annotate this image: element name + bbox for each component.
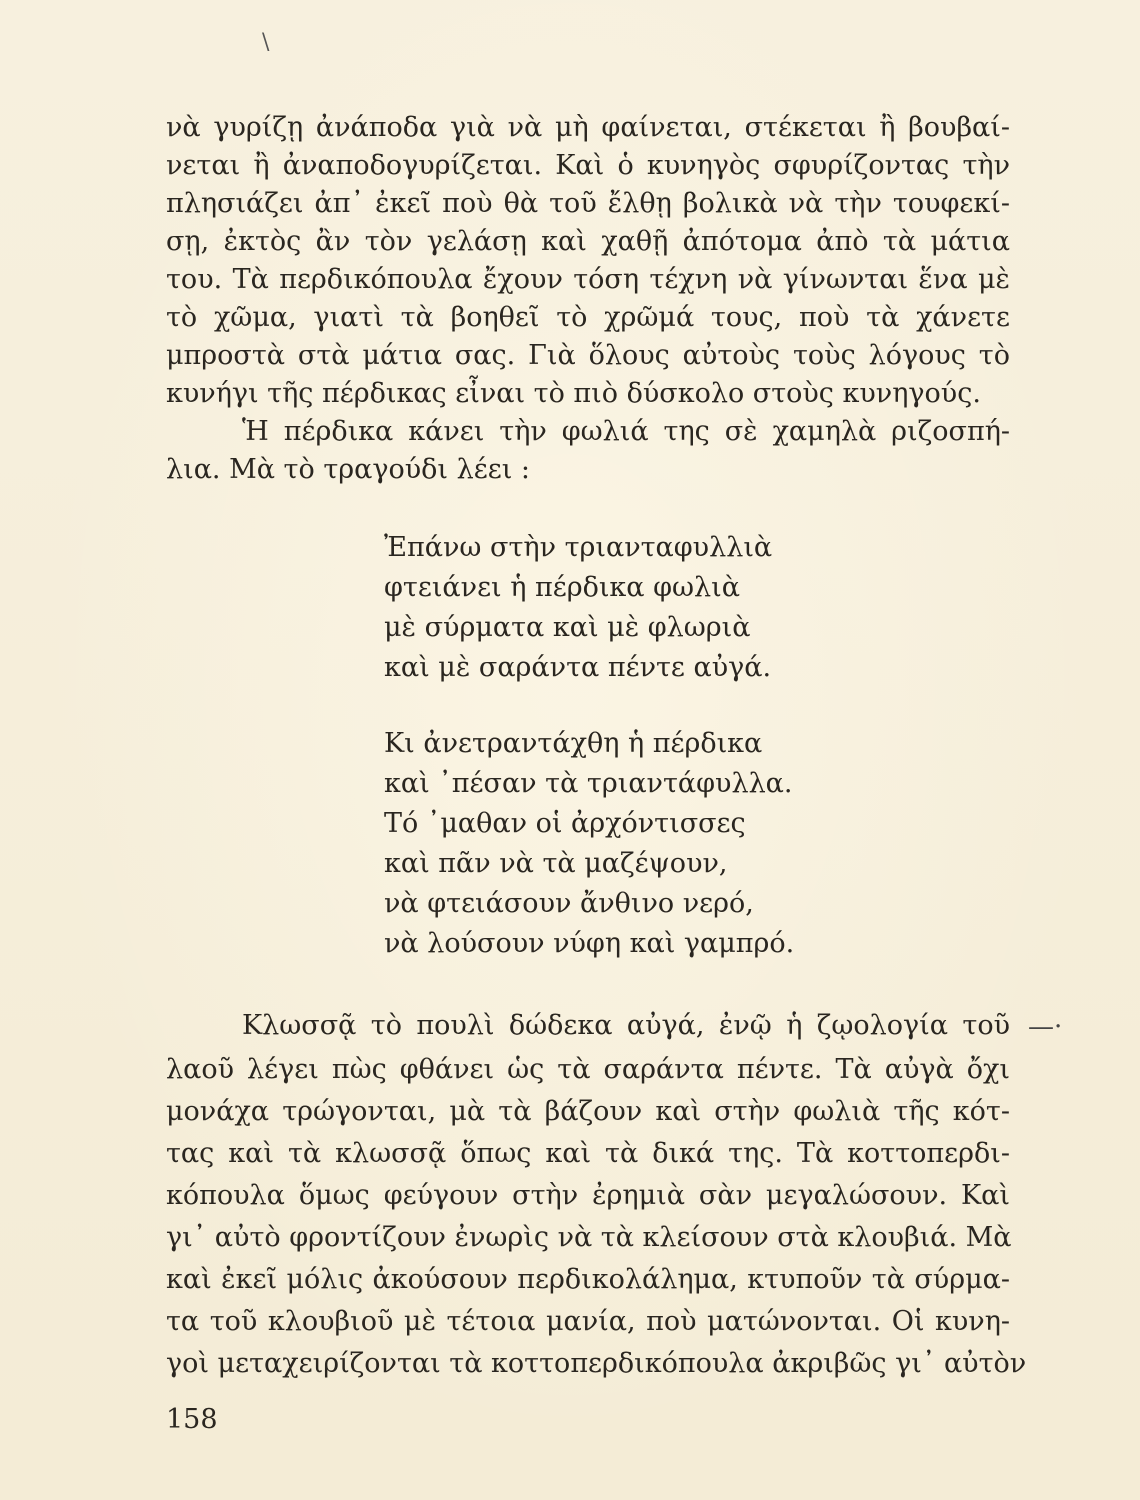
- text-line: Ἡ πέρδικα κάνει τὴν φωλιά της σὲ χαμηλὰ ριζοσπή-: [242, 416, 1010, 447]
- page-number: 158: [166, 1404, 218, 1435]
- text-line: του. Τὰ περδικόπουλα ἔχουν τόση τέχνη νὰ γίνωνται ἕνα μὲ: [166, 264, 1010, 295]
- verse-line: νὰ φτειάσουν ἄνθινο νερό,: [384, 888, 754, 919]
- text-line: σῃ, ἐκτὸς ἂν τὸν γελάσῃ καὶ χαθῇ ἀπότομα ἀπὸ τὰ μάτια: [166, 226, 1010, 257]
- text-line: τας καὶ τὰ κλωσσᾷ ὅπως καὶ τὰ δικά της. Τὰ κοττοπερδι-: [166, 1138, 1010, 1169]
- verse-line: καὶ ᾽πέσαν τὰ τριαντάφυλλα.: [384, 768, 793, 799]
- text-line: λαοῦ λέγει πὼς φθάνει ὡς τὰ σαράντα πέντε. Τὰ αὐγὰ ὄχι: [166, 1054, 1010, 1085]
- text-line: νεται ἢ ἀναποδογυρίζεται. Καὶ ὁ κυνηγὸς σφυρίζοντας τὴν: [166, 150, 1010, 181]
- text-line: νὰ γυρίζῃ ἀνάποδα γιὰ νὰ μὴ φαίνεται, στέκεται ἢ βουβαί-: [166, 112, 1010, 143]
- text-line: μπροστὰ στὰ μάτια σας. Γιὰ ὅλους αὐτοὺς τοὺς λόγους τὸ: [166, 340, 1010, 371]
- margin-mark: —·: [1028, 1012, 1063, 1042]
- text-line: Κλωσσᾷ τὸ πουλὶ δώδεκα αὐγά, ἐνῷ ἡ ζῳολογία τοῦ: [242, 1010, 1010, 1041]
- verse-line: φτειάνει ἡ πέρδικα φωλιὰ: [384, 572, 740, 603]
- text-line: κυνήγι τῆς πέρδικας εἶναι τὸ πιὸ δύσκολο στοὺς κυνηγούς.: [166, 378, 981, 409]
- verse-line: Τό ᾽μαθαν οἱ ἀρχόντισσες: [384, 808, 746, 839]
- text-line: τὸ χῶμα, γιατὶ τὰ βοηθεῖ τὸ χρῶμά τους, ποὺ τὰ χάνετε: [166, 302, 1010, 333]
- text-line: γοὶ μεταχειρίζονται τὰ κοττοπερδικόπουλα ἀκριβῶς γι᾿ αὐτὸν: [166, 1348, 1027, 1379]
- text-line: μονάχα τρώγονται, μὰ τὰ βάζουν καὶ στὴν φωλιὰ τῆς κότ-: [166, 1096, 1010, 1127]
- verse-line: καὶ πᾶν νὰ τὰ μαζέψουν,: [384, 848, 728, 879]
- text-line: πλησιάζει ἀπ᾿ ἐκεῖ ποὺ θὰ τοῦ ἔλθῃ βολικὰ νὰ τὴν τουφεκί-: [166, 188, 1010, 219]
- verse-line: νὰ λούσουν νύφη καὶ γαμπρό.: [384, 928, 795, 959]
- text-line: κόπουλα ὅμως φεύγουν στὴν ἐρημιὰ σὰν μεγαλώσουν. Καὶ: [166, 1180, 1010, 1211]
- stray-pen-mark: \: [262, 30, 270, 55]
- verse-line: μὲ σύρματα καὶ μὲ φλωριὰ: [384, 612, 751, 643]
- verse-line: καὶ μὲ σαράντα πέντε αὐγά.: [384, 652, 772, 683]
- text-line: καὶ ἐκεῖ μόλις ἀκούσουν περδικολάλημα, κτυποῦν τὰ σύρμα-: [166, 1264, 1010, 1295]
- verse-line: Ἐπάνω στὴν τριανταφυλλιὰ: [384, 532, 773, 563]
- text-line: λια. Μὰ τὸ τραγούδι λέει :: [166, 454, 530, 485]
- text-line: γι᾿ αὐτὸ φροντίζουν ἐνωρὶς νὰ τὰ κλείσουν στὰ κλουβιά. Μὰ: [166, 1222, 1012, 1253]
- text-line: τα τοῦ κλουβιοῦ μὲ τέτοια μανία, ποὺ ματώνονται. Οἱ κυνη-: [166, 1306, 1010, 1337]
- verse-line: Κι ἀνετραντάχθη ἡ πέρδικα: [384, 728, 763, 759]
